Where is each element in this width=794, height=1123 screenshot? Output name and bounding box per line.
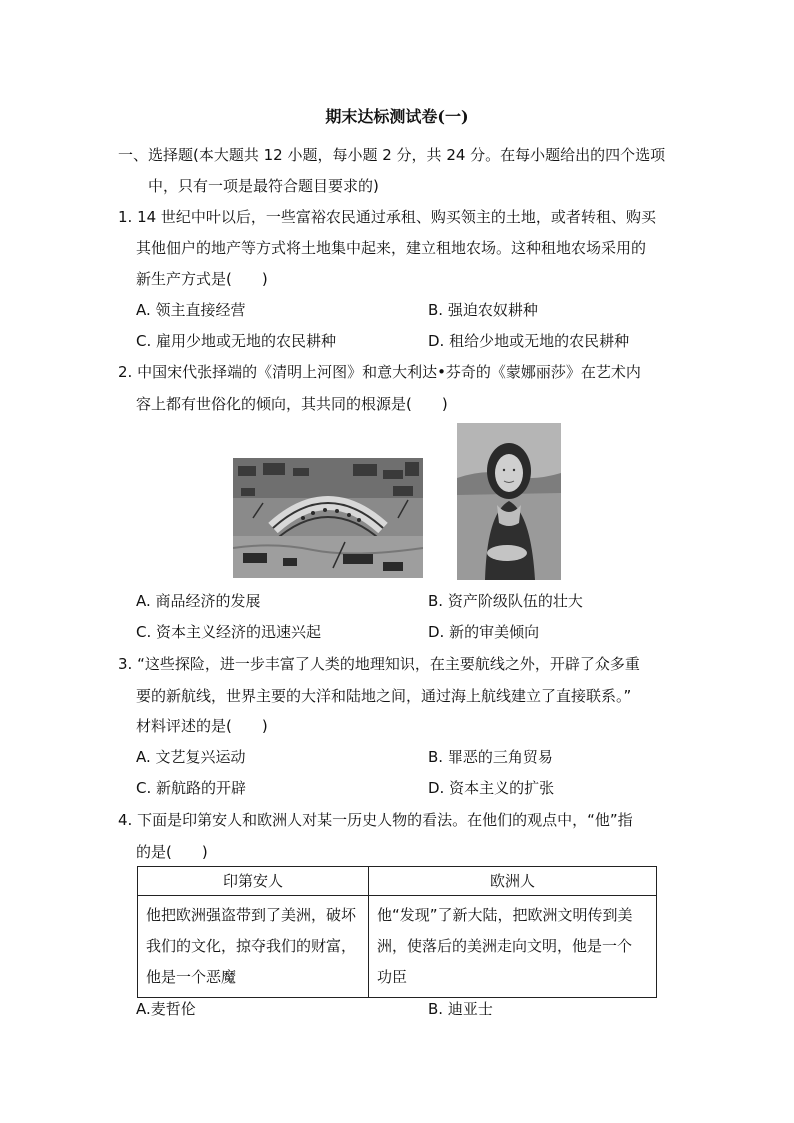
q1-option-c[interactable]: C. 雇用少地或无地的农民耕种	[136, 332, 337, 350]
table-cell-indians-view	[138, 896, 369, 998]
q2-stem-line-2: 容上都有世俗化的倾向，其共同的根源是( )	[136, 395, 448, 413]
cell-line: 他是一个恶魔	[146, 968, 237, 986]
q4-viewpoint-table	[137, 866, 657, 998]
q3-option-b[interactable]: B. 罪恶的三角贸易	[428, 748, 553, 766]
cell-line: 他把欧洲强盗带到了美洲，破坏	[146, 906, 357, 924]
q4-option-a[interactable]: A.麦哲伦	[136, 1000, 196, 1018]
q3-stem-line-3: 材料评述的是( )	[136, 717, 268, 735]
q1-option-d[interactable]: D. 租给少地或无地的农民耕种	[428, 332, 630, 350]
q4-stem-line-1: 4. 下面是印第安人和欧洲人对某一历史人物的看法。在他们的观点中，“他”指	[118, 811, 633, 829]
q1-option-a[interactable]: A. 领主直接经营	[136, 301, 246, 319]
q2-stem-line-1: 2. 中国宋代张择端的《清明上河图》和意大利达•芬奇的《蒙娜丽莎》在艺术内	[118, 363, 641, 381]
table-cell-europeans-view	[369, 896, 657, 998]
q3-option-d[interactable]: D. 资本主义的扩张	[428, 779, 555, 797]
q1-stem-line-2: 其他佃户的地产等方式将土地集中起来，建立租地农场。这种租地农场采用的	[136, 239, 647, 257]
q4-stem-line-2: 的是( )	[136, 843, 208, 861]
page-title: 期末达标测试卷(一)	[325, 107, 469, 126]
section-heading-line-2: 中，只有一项是最符合题目要求的)	[148, 177, 379, 195]
table-header-indians: 印第安人	[138, 867, 369, 896]
cell-line: 我们的文化，掠夺我们的财富，	[146, 937, 357, 955]
table-header-europeans: 欧洲人	[369, 867, 657, 896]
q3-stem-line-2: 要的新航线，世界主要的大洋和陆地之间，通过海上航线建立了直接联系。”	[136, 687, 632, 705]
q2-option-b[interactable]: B. 资产阶级队伍的壮大	[428, 592, 583, 610]
section-heading-line-1: 一、选择题(本大题共 12 小题，每小题 2 分，共 24 分。在每小题给出的四个选项	[118, 146, 666, 164]
table-header-row	[138, 867, 657, 896]
q2-option-a[interactable]: A. 商品经济的发展	[136, 592, 261, 610]
cell-line: 功臣	[377, 968, 408, 986]
q4-option-b[interactable]: B. 迪亚士	[428, 1000, 493, 1018]
q3-option-c[interactable]: C. 新航路的开辟	[136, 779, 247, 797]
table-row	[138, 896, 657, 998]
q3-stem-line-1: 3. “这些探险，进一步丰富了人类的地理知识，在主要航线之外，开辟了众多重	[118, 655, 640, 673]
q1-stem-line-1: 1. 14 世纪中叶以后，一些富裕农民通过承租、购买领主的土地，或者转租、购买	[118, 208, 656, 226]
q2-option-d[interactable]: D. 新的审美倾向	[428, 623, 540, 641]
mona-lisa-image	[457, 423, 561, 580]
cell-line: 洲，使落后的美洲走向文明，他是一个	[377, 937, 633, 955]
cell-line: 他“发现”了新大陆，把欧洲文明传到美	[377, 906, 633, 924]
q1-option-b[interactable]: B. 强迫农奴耕种	[428, 301, 538, 319]
q2-option-c[interactable]: C. 资本主义经济的迅速兴起	[136, 623, 322, 641]
qingming-painting-image	[233, 458, 423, 578]
q1-stem-line-3: 新生产方式是( )	[136, 270, 268, 288]
q3-option-a[interactable]: A. 文艺复兴运动	[136, 748, 246, 766]
